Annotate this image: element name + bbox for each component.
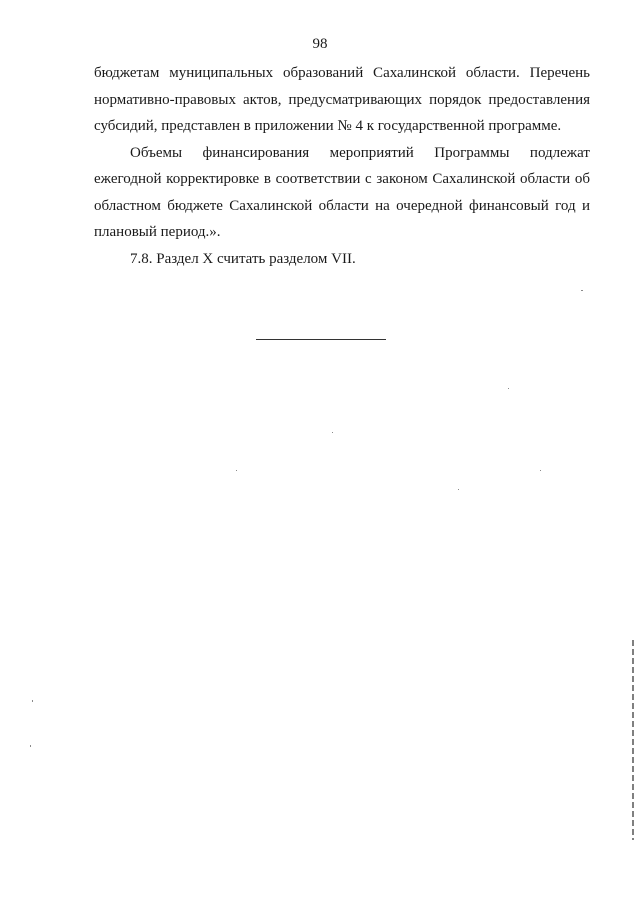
scan-speck [508,388,509,389]
body-text [94,60,590,272]
scan-speck [581,290,583,291]
scan-speck [458,489,459,490]
end-of-text-rule [256,339,386,340]
scan-speck [332,432,333,433]
paragraph-funding: Объемы финансирования мероприятий Программы подлежат ежегодной корректировке в соответствии с законом Сахалинской области об областном бюджете Сахалинской области на очередной финансовый год и плановый период.». [94,144,590,240]
scan-edge-artifact [632,640,634,840]
scan-speck [32,700,33,702]
scan-speck [236,470,237,471]
scan-speck [30,745,31,747]
scan-speck [540,470,541,471]
page-number: 98 [312,36,328,52]
paragraph-continuation: бюджетам муниципальных образований Сахалинской области. Перечень нормативно-правовых актов, предусматривающих порядок предоставления субсидий, представлен в приложении № 4 к государственной программе. [94,65,590,134]
paragraph-section-rename: 7.8. Раздел X считать разделом VII. [130,250,356,267]
